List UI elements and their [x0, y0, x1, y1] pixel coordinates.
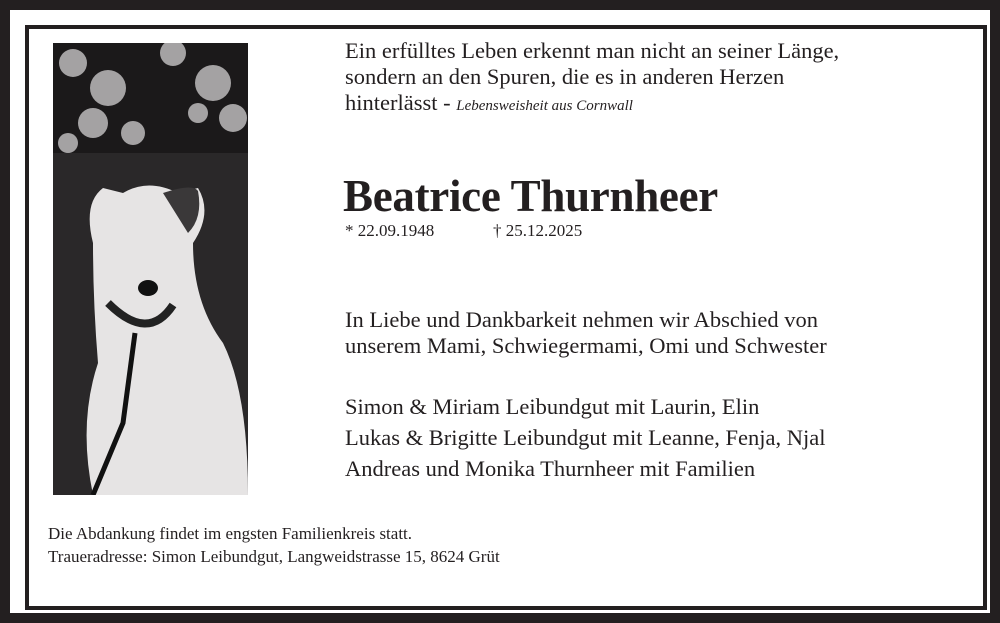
deceased-name: Beatrice Thurnheer: [343, 171, 718, 221]
quote: [345, 38, 839, 119]
life-dates: [345, 221, 582, 241]
footer-line: Die Abdankung findet im engsten Familienkreis statt.: [48, 524, 413, 543]
dog-photo: [53, 43, 248, 495]
death-date: † 25.12.2025: [493, 221, 583, 240]
quote-line: sondern an den Spuren, die es in anderen Herzen: [345, 64, 785, 89]
family-line: Simon & Miriam Leibundgut mit Laurin, Elin: [345, 394, 760, 419]
footer-notice: [48, 522, 500, 568]
farewell-line: unserem Mami, Schwiegermami, Omi und Schwester: [345, 333, 827, 358]
footer-line: Traueradresse: Simon Leibundgut, Langweidstrasse 15, 8624 Grüt: [48, 547, 500, 566]
family-line: Lukas & Brigitte Leibundgut mit Leanne, Fenja, Njal: [345, 425, 826, 450]
family-line: Andreas und Monika Thurnheer mit Familien: [345, 456, 756, 481]
farewell-text: [345, 307, 827, 359]
quote-line: Ein erfülltes Leben erkennt man nicht an seiner Länge,: [345, 38, 840, 63]
quote-line: hinterlässt -: [345, 90, 457, 115]
farewell-line: In Liebe und Dankbarkeit nehmen wir Abschied von: [345, 307, 818, 332]
birth-date: * 22.09.1948: [345, 221, 435, 240]
family-list: [345, 391, 826, 484]
quote-source: Lebensweisheit aus Cornwall: [456, 98, 633, 114]
